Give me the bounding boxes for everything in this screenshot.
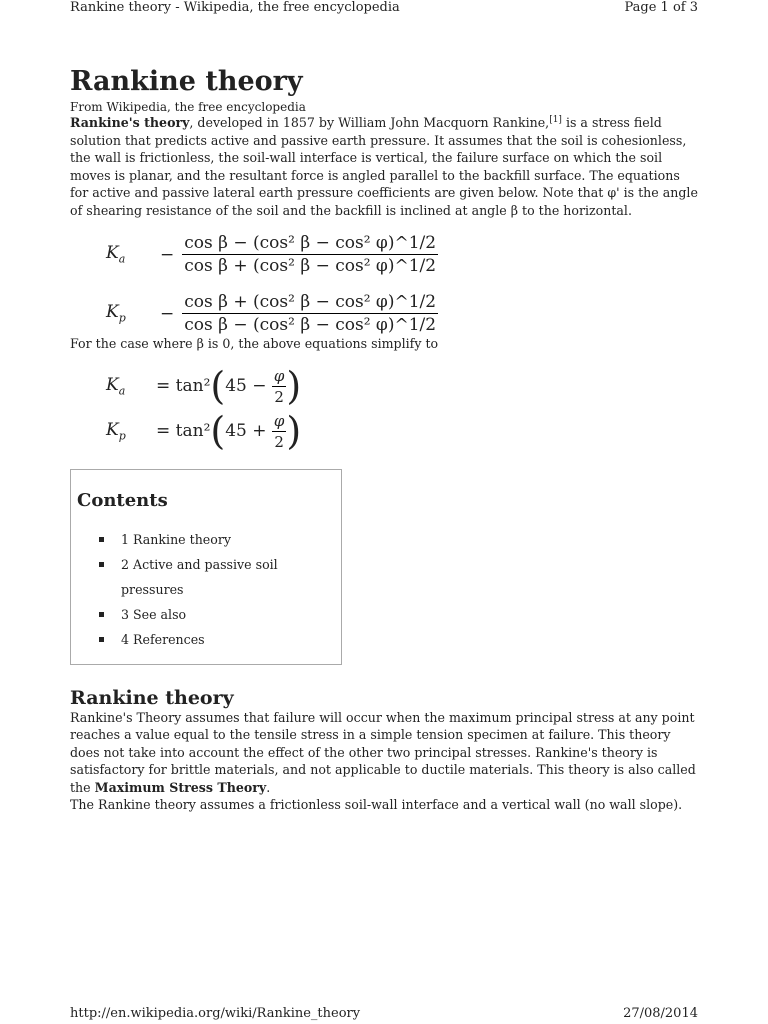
toc-item-active-passive[interactable]: 2 Active and passive soil pressures <box>99 552 341 602</box>
print-footer <box>70 1006 698 1021</box>
kp-simplified-equation: $K_p$ = tan² ( 45 + $\frac{\varphi}{2}$ ) <box>106 409 302 453</box>
kp-general-equation: $K_p$ − $\frac{\text{cos β + (cos² β − cos² φ)\textasciicircum{}1/2}}{\text{cos β − (cos² β − cos² φ)\textasciicircum{}1/2}}$ <box>106 292 437 335</box>
article-tagline: From Wikipedia, the free encyclopedia <box>70 100 306 114</box>
toc-heading: Contents <box>77 489 168 511</box>
section-paragraph-2: The Rankine theory assumes a frictionless soil-wall interface and a vertical wall (no wall slope). <box>70 797 683 812</box>
toc-item-references[interactable]: 4 References <box>99 627 341 652</box>
intro-paragraph <box>70 114 700 219</box>
print-date: 27/08/2014 <box>623 1006 698 1021</box>
toc-item-see-also[interactable]: 3 See also <box>99 602 341 627</box>
simplified-equations <box>106 364 700 453</box>
section-paragraph-1 <box>70 709 700 797</box>
general-equations <box>106 233 700 335</box>
print-url: http://en.wikipedia.org/wiki/Rankine_theory <box>70 1006 361 1021</box>
section-heading-rankine-theory: Rankine theory <box>70 686 234 709</box>
section-para1-end: . <box>266 779 271 795</box>
article-content <box>70 66 700 814</box>
section-para1-bold: Maximum Stress Theory <box>94 779 267 795</box>
print-header <box>70 0 698 15</box>
simplify-note: For the case where β is 0, the above equations simplify to <box>70 336 439 351</box>
article-title: Rankine theory <box>70 66 303 97</box>
table-of-contents <box>70 469 342 665</box>
intro-text-b: is a stress field solution that predicts active and passive earth pressure. It assumes that the soil is cohesionless, the wall is frictionless, the soil-wall interface is vertical, the failure surface on which the soil moves is planar, and the resultant force is angled parallel to the backfill surface. The equations for active and passive lateral earth pressure coefficients are given below. Note that φ' is the angle of shearing resistance of the soil and the backfill is inclined at angle β to the horizontal. <box>70 115 698 218</box>
kp-general-numerator: cos β + (cos² β − cos² φ)^1/2 <box>184 292 437 312</box>
ka-simplified-equation: $K_a$ = tan² ( 45 − $\frac{\varphi}{2}$ ) <box>106 364 302 408</box>
intro-text-a: , developed in 1857 by William John Macquorn Rankine, <box>189 115 550 130</box>
ka-general-fraction <box>182 233 438 276</box>
print-page-title: Rankine theory - Wikipedia, the free encyclopedia <box>70 0 400 15</box>
toc-list <box>77 527 341 652</box>
ka-general-equation: $K_a$ − $\frac{\text{cos β − (cos² β − cos² φ)\textasciicircum{}1/2}}{\text{cos β + (cos² β − cos² φ)\textasciicircum{}1/2}}$ <box>106 233 437 276</box>
intro-bold-lead: Rankine's theory <box>70 115 190 130</box>
phi-over-2-fraction: $\frac{\varphi}{2}$ <box>273 411 285 451</box>
ka-general-denominator: cos β + (cos² β − cos² φ)^1/2 <box>184 256 437 276</box>
print-page-counter: Page 1 of 3 <box>624 0 698 15</box>
kp-general-fraction <box>182 292 438 335</box>
citation-link[interactable]: [1] <box>549 114 562 125</box>
kp-general-denominator: cos β − (cos² β − cos² φ)^1/2 <box>184 315 437 335</box>
toc-item-rankine-theory[interactable]: 1 Rankine theory <box>99 527 341 552</box>
section-para1-text: Rankine's Theory assumes that failure will occur when the maximum principal stress at any point reaches a value equal to the tensile stress in a simple tension specimen at failure. This theory does not take into account the effect of the other two principal stresses. Rankine's theory is satisfactory for brittle materials, and not applicable to ductile materials. This theory is also called the <box>70 709 696 795</box>
phi-over-2-fraction: $\frac{\varphi}{2}$ <box>273 366 285 406</box>
ka-general-numerator: cos β − (cos² β − cos² φ)^1/2 <box>184 233 437 253</box>
